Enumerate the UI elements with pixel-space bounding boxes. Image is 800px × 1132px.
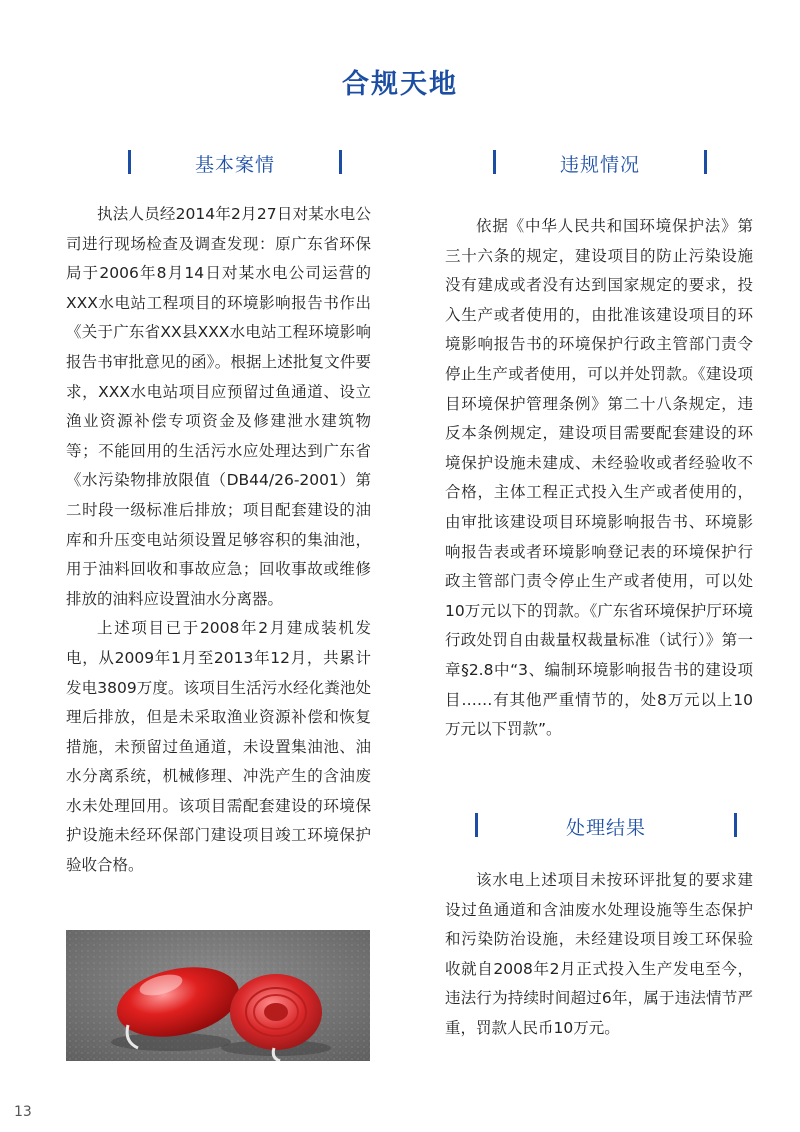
- section-heading-label: 处理结果: [565, 816, 646, 839]
- section-heading-result: [475, 809, 737, 843]
- paragraph: 该水电上述项目未按环评批复的要求建设过鱼通道和含油废水处理设施等生态保护和污染防治设施，未经建设项目竣工环保验收就自2008年2月正式投入生产发电至今，违法行为持续时间超过6年，属于违法情节严重，罚款人民币10万元。: [445, 871, 753, 1037]
- paragraph: 上述项目已于2008年2月建成装机发电，从2009年1月至2013年12月，共累计发电3809万度。该项目生活污水经化粪池处理后排放，但是未采取渔业资源补偿和恢复措施，未预留过鱼通道，未设置集油池、油水分离系统，机械修理、冲洗产生的含油废水未处理回用。该项目需配套建设的环境保护设施未经环保部门建设项目竣工环境保护验收合格。: [66, 619, 371, 875]
- basic-case-body: [66, 200, 371, 881]
- heading-bar-right: [734, 813, 737, 837]
- page-title: 合规天地: [342, 69, 458, 100]
- warning-lights-illustration: [66, 930, 370, 1061]
- section-heading-label: 违规情况: [559, 153, 640, 176]
- warning-lights-photo: [66, 930, 370, 1061]
- section-heading-basic-case: [128, 146, 342, 180]
- section-heading-label: 基本案情: [194, 153, 275, 176]
- heading-bar-left: [493, 150, 496, 174]
- heading-bar-left: [475, 813, 478, 837]
- paragraph: 执法人员经2014年2月27日对某水电公司进行现场检查及调查发现：原广东省环保局于2006年8月14日对某水电公司运营的XXX水电站工程项目的环境影响报告书作出《关于广东省XX县XXX水电站工程环境影响报告书审批意见的函》。根据上述批复文件要求，XXX水电站项目应预留过鱼通道、设立渔业资源补偿专项资金及修建泄水建筑物等；不能回用的生活污水应处理达到广东省《水污染物排放限值（DB44/26-2001）第二时段一级标准后排放；项目配套建设的油库和升压变电站须设置足够容积的集油池，用于油料回收和事故应急；回收事故或维修排放的油料应设置油水分离器。: [66, 205, 371, 608]
- section-heading-violation: [493, 146, 707, 180]
- paragraph: 依据《中华人民共和国环境保护法》第三十六条的规定，建设项目的防止污染设施没有建成或者没有达到国家规定的要求，投入生产或者使用的，由批准该建设项目的环境影响报告书的环境保护行政主管部门责令停止生产或者使用，可以并处罚款。《建设项目环境保护管理条例》第二十八条规定，违反本条例规定，建设项目需要配套建设的环境保护设施未建成、未经验收或者经验收不合格，主体工程正式投入生产或者使用的，由审批该建设项目环境影响报告书、环境影响报告表或者环境影响登记表的环境保护行政主管部门责令停止生产或者使用，可以处10万元以下的罚款。《广东省环境保护厅环境行政处罚自由裁量权裁量标准（试行）》第一章§2.8中“3、编制环境影响报告书的建设项目……有其他严重情节的，处8万元以上10万元以下罚款”。: [445, 217, 753, 739]
- heading-bar-right: [704, 150, 707, 174]
- violation-body: [445, 212, 753, 745]
- heading-bar-right: [339, 150, 342, 174]
- page-number: 13: [14, 1104, 32, 1120]
- result-body: [445, 866, 753, 1044]
- heading-bar-left: [128, 150, 131, 174]
